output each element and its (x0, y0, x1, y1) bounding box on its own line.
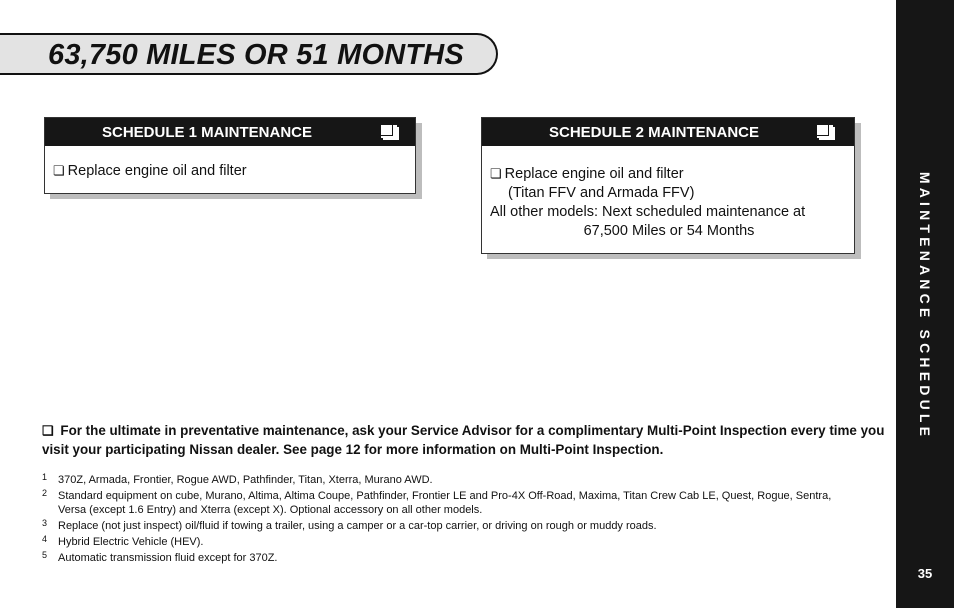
book-icon (817, 125, 833, 138)
checkbox-icon: ❏ (42, 423, 54, 438)
next-maintenance-text: 67,500 Miles or 54 Months (583, 223, 755, 239)
schedule1-header (45, 118, 415, 146)
checklist-item-note: (Titan FFV and Armada FFV) (508, 185, 695, 201)
footnote-number: 4 (42, 534, 48, 544)
footnote-number: 3 (42, 518, 48, 528)
inspection-tip (42, 421, 887, 459)
footnote-number: 2 (42, 488, 48, 498)
schedule1-body (53, 161, 247, 181)
other-models-text: All other models: Next scheduled maintenance at (490, 204, 806, 220)
inspection-tip-text: For the ultimate in preventative maintenance, ask your Service Advisor for a complimentary Multi-Point Inspection every time you visit your participating Nissan dealer. See page 12 for more information on Multi-Point Inspection. (42, 423, 885, 457)
footnote-text: Automatic transmission fluid except for 370Z. (58, 552, 278, 564)
footnote-text: 370Z, Armada, Frontier, Rogue AWD, Pathfinder, Titan, Xterra, Murano AWD. (58, 474, 433, 486)
schedule2-header (482, 118, 854, 146)
page-number: 35 (917, 566, 933, 581)
schedule2-box (481, 117, 855, 254)
footnote (42, 489, 842, 517)
checkbox-icon: ❏ (53, 163, 65, 178)
footnote-text: Replace (not just inspect) oil/fluid if towing a trailer, using a camper or a car-top carrier, or driving on rough or muddy roads. (58, 520, 657, 532)
footnote-number: 1 (42, 472, 48, 482)
schedule1-box (44, 117, 416, 194)
footnote-number: 5 (42, 550, 48, 560)
footnotes (42, 473, 842, 567)
footnote-text: Hybrid Electric Vehicle (HEV). (58, 536, 204, 548)
footnote-text: Standard equipment on cube, Murano, Altima, Altima Coupe, Pathfinder, Frontier LE and Pro-4X Off-Road, Maxima, Titan Crew Cab LE, Quest, Rogue, Sentra, Versa (except 1.6 Entry) and Xterra (except X). Optional accessory on all other models. (58, 490, 832, 516)
checklist-item-label: Replace engine oil and filter (67, 163, 247, 179)
book-icon (381, 125, 397, 138)
schedule2-header-label: SCHEDULE 2 MAINTENANCE (549, 124, 760, 141)
footnote (42, 551, 842, 565)
checklist-item-label: Replace engine oil and filter (504, 166, 684, 182)
side-tab-title: MAINTENANCE SCHEDULE (917, 171, 933, 441)
footnote (42, 535, 842, 549)
schedule1-header-label: SCHEDULE 1 MAINTENANCE (102, 124, 313, 141)
page-title: 63,750 MILES OR 51 MONTHS (48, 39, 464, 71)
schedule2-body (490, 164, 848, 241)
footnote (42, 473, 842, 487)
checkbox-icon: ❏ (490, 166, 502, 181)
checklist-item (53, 161, 247, 181)
checklist-item (490, 164, 848, 184)
footnote (42, 519, 842, 533)
